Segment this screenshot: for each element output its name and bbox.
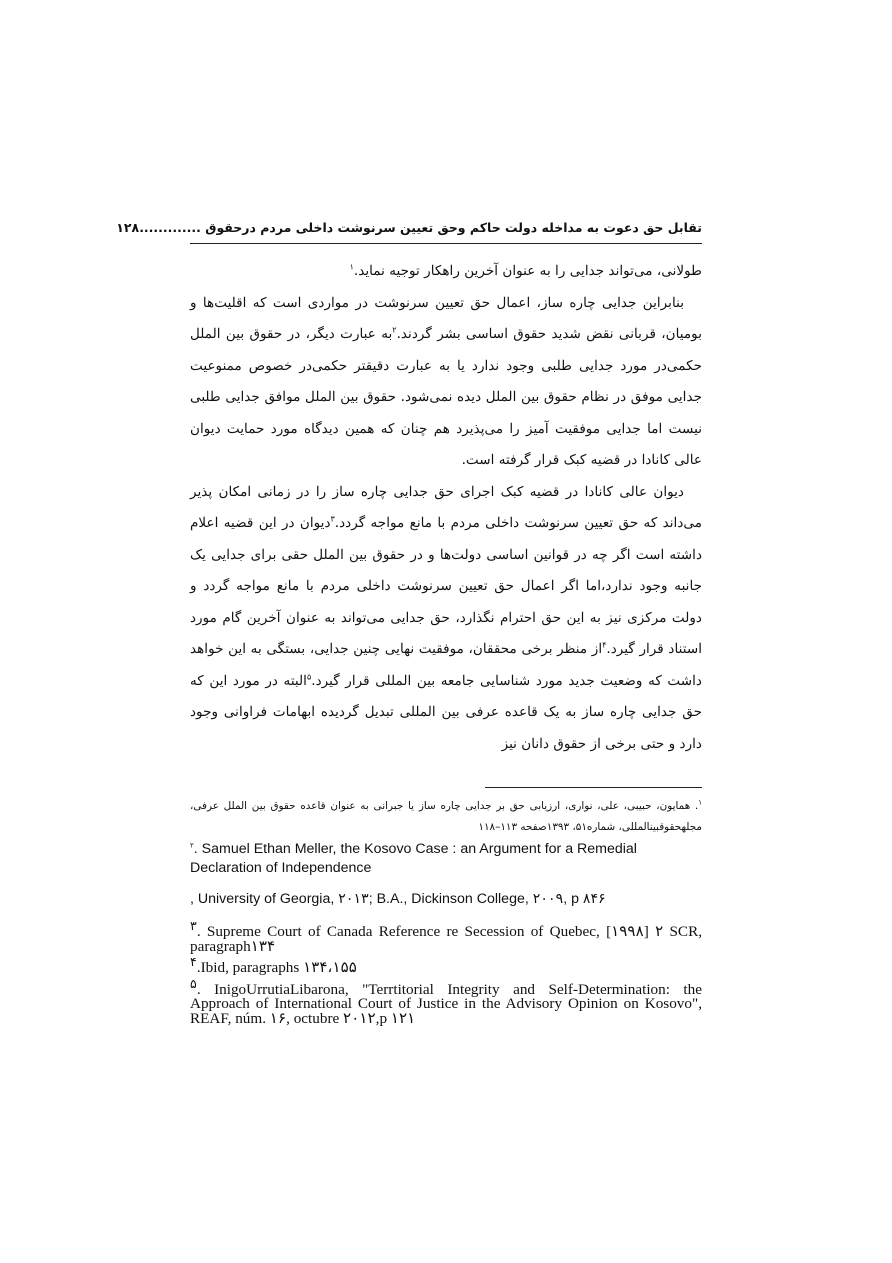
paragraph-2-text-a: بنابراین جدایی چاره ساز، اعمال حق تعیین سرنوشت در مواردی است که اقلیت‌ها و بومیان، قربانی نقض شدید حقوق اساسی بشر گردند.	[190, 294, 702, 342]
paragraph-3-text-a: دیوان عالی کانادا در قضیه کبک اجرای حق جدایی چاره ساز را در زمانی امکان پذیر می‌داند که حق تعیین سرنوشت داخلی مردم با مانع مواجه گردد.	[190, 483, 702, 531]
paragraph-3-text-b: دیوان در این قضیه اعلام داشته است اگر چه در قوانین اساسی دولت‌ها و در حقوق بین الملل حقی برای جدایی یک جانبه وجود ندارد،اما اگر اعمال حق تعیین سرنوشت داخلی مردم با مانع مواجه گردد و دولت مرکزی نیز به این حق احترام نگذارد، حق جدایی می‌تواند به عنوان آخرین گام مورد استناد قرار گیرد.	[190, 515, 702, 657]
footnote-4	[190, 955, 702, 976]
footnote-2-number: ۲	[190, 842, 194, 850]
body-text	[190, 256, 702, 760]
footnote-ref-4: ۴	[602, 640, 607, 650]
paragraph-1-text: طولانی، می‌تواند جدایی را به عنوان آخرین راهکار توجیه نماید.	[353, 263, 702, 279]
paragraph-3	[190, 477, 702, 761]
footnote-1	[190, 796, 702, 838]
footnote-3-number: ۳	[190, 919, 197, 933]
footnote-5	[190, 977, 702, 1027]
footnote-2-text: . Samuel Ethan Meller, the Kosovo Case : an Argument for a Remedial Declaration of Independence	[190, 841, 637, 876]
paragraph-3-text-d: البته در مورد این که حق جدایی چاره ساز به یک قاعده عرفی بین المللی تبدیل گردیده ابهامات فراوانی وجود دارد و حتی برخی از حقوق دانان نیز	[190, 672, 702, 752]
paragraph-1	[190, 256, 702, 288]
footnote-5-text: . InigoUrrutiaLibarona, "Terrtitorial Integrity and Self-Determination: the Approach of International Court of Justice in the Advisory Opinion on Kosovo", REAF, núm. ۱۶, octubre ۲۰۱۲,p ۱۲۱	[190, 980, 702, 1027]
footnote-1-number: ۱	[698, 798, 702, 807]
paragraph-2-text-b: به عبارت دیگر، در حقوق بین الملل حکمی‌در مورد جدایی طلبی وجود ندارد یا به عبارت دقیقتر حکمی‌در خصوص ممنوعیت جدایی موفق در نظام حقوق بین الملل دیده نمی‌شود. حقوق بین الملل موافق جدایی طلبی نیست اما جدایی موفقیت آمیز را می‌پذیرد هم چنان که همین دیدگاه مورد حمایت دیوان عالی کانادا در قضیه کبک قرار گرفته است.	[190, 326, 702, 468]
footnote-3	[190, 919, 702, 954]
footnote-4-text: .Ibid, paragraphs ۱۳۴،۱۵۵	[196, 959, 357, 977]
footnote-ref-5: ۵	[306, 671, 312, 681]
footnote-5-number: ۵	[190, 976, 197, 991]
footnote-separator	[485, 787, 702, 788]
running-header	[116, 215, 702, 244]
footnote-ref-2: ۲	[392, 325, 397, 335]
paragraph-3-text-c: از منظر برخی محققان، موفقیت نهایی چنین جدایی، بستگی به این خواهد داشت که وضعیت جدید مورد شناسایی جامعه بین المللی قرار گیرد.	[190, 641, 702, 689]
footnote-1-text: . همایون، حبیبی، علی، نواری، ارزیابی حق بر جدایی چاره ساز یا جبرانی به عنوان قاعده حقوق بین الملل عرفی، مجلهحقوقبینالمللی، شماره۵۱، ۱۳۹۳صفحه ۱۱۳–۱۱۸	[190, 800, 702, 833]
footnote-ref-3: ۳	[330, 514, 335, 524]
paragraph-2	[190, 288, 702, 477]
running-title: تقابل حق دعوت به مداخله دولت حاکم وحق تعیین سرنوشت داخلی مردم درحقوق .............۱۲۸	[116, 220, 702, 235]
footnote-4-number: ۴	[190, 955, 197, 970]
footnotes	[190, 796, 702, 1026]
footnote-ref-1: ۱	[349, 262, 354, 272]
footnote-2	[190, 840, 702, 878]
footnote-2-continuation: , University of Georgia, ۲۰۱۳; B.A., Dickinson College, ۲۰۰۹, p ۸۴۶	[190, 891, 606, 907]
footnote-3-text: . Supreme Court of Canada Reference re Secession of Quebec, [۱۹۹۸] ۲ SCR, paragraph۱۳۴	[190, 923, 702, 955]
